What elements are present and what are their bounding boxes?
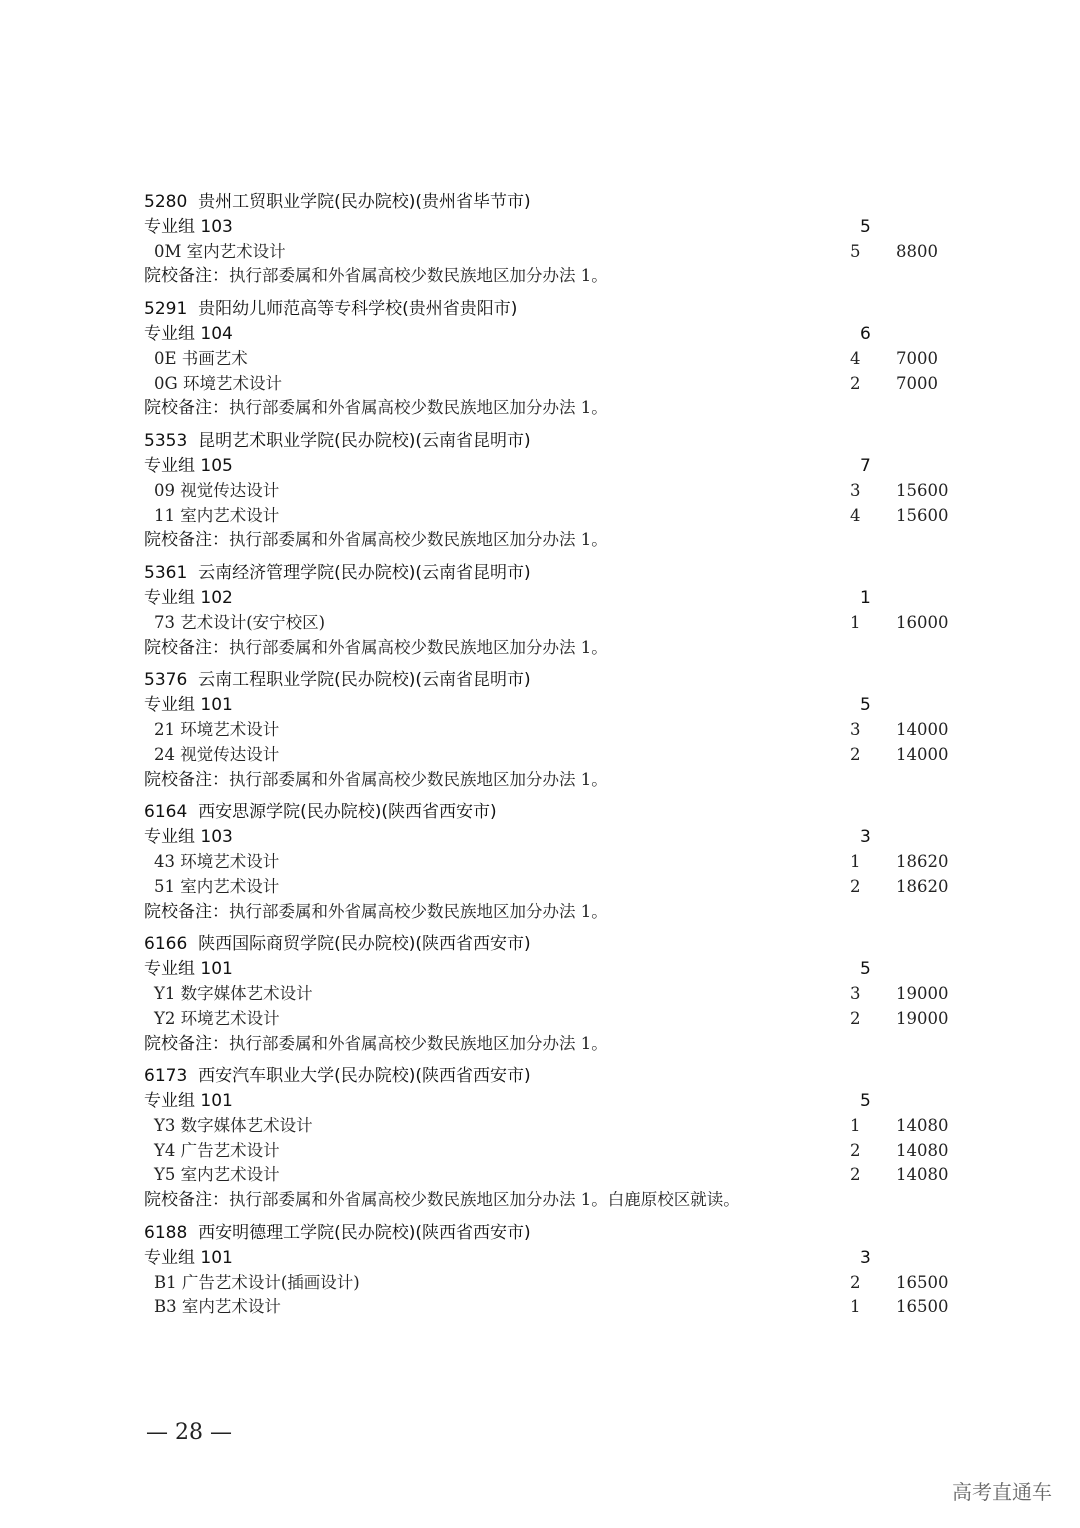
major-code: 43 [154,851,175,871]
note-text: 执行部委属和外省属高校少数民族地区加分办法 1。 [229,901,608,921]
major-plan-count: 4 [850,348,861,368]
note-text: 执行部委属和外省属高校少数民族地区加分办法 1。 [229,266,608,286]
major-name: 环境艺术设计 [180,851,280,871]
school-code: 5361 [144,563,188,584]
group-label: 专业组 103 [144,827,233,848]
major-code: Y4 [154,1140,176,1160]
school-note [144,528,984,553]
major-row [144,1163,984,1188]
major-code: 51 [154,876,175,896]
school-name: 云南经济管理学院(民办院校)(云南省昆明市) [198,563,531,584]
major-tuition: 19000 [896,1008,949,1028]
school-heading [144,561,984,586]
page-number: — 28 — [146,1420,232,1445]
school-block [144,429,984,561]
school-heading [144,932,984,957]
major-tuition: 14080 [896,1165,949,1185]
note-label: 院校备注： [144,266,229,287]
school-code: 6164 [144,802,188,823]
school-name: 西安思源学院(民办院校)(陕西省西安市) [198,802,497,823]
major-name: 环境艺术设计 [180,719,280,739]
school-block [144,190,984,297]
school-code: 5353 [144,431,188,452]
group-label: 专业组 104 [144,323,233,344]
major-tuition: 15600 [896,480,949,500]
major-group-row [144,1089,984,1114]
school-heading [144,800,984,825]
major-row [144,1007,984,1032]
major-group-row [144,454,984,479]
group-label: 专业组 101 [144,1247,233,1268]
major-plan-count: 2 [850,1272,861,1292]
major-plan-count: 2 [850,1008,861,1028]
school-name: 西安明德理工学院(民办院校)(陕西省西安市) [198,1223,531,1244]
school-block [144,932,984,1064]
school-name: 西安汽车职业大学(民办院校)(陕西省西安市) [198,1066,531,1087]
major-row [144,504,984,529]
group-plan-count: 7 [860,455,871,476]
school-note [144,1032,984,1057]
school-heading [144,1064,984,1089]
school-name: 陕西国际商贸学院(民办院校)(陕西省西安市) [198,934,531,955]
major-group-row [144,825,984,850]
school-code: 5280 [144,192,188,212]
school-name: 贵州工贸职业学院(民办院校)(贵州省毕节市) [198,192,531,212]
major-plan-count: 5 [850,241,861,261]
major-code: B1 [154,1272,177,1292]
major-name: 视觉传达设计 [180,744,280,764]
major-plan-count: 3 [850,480,861,500]
major-plan-count: 2 [850,373,861,393]
major-plan-count: 1 [850,612,861,632]
major-code: 0E [154,348,177,368]
school-block [144,297,984,429]
school-block [144,561,984,668]
major-group-row [144,215,984,240]
major-plan-count: 3 [850,983,861,1003]
note-text: 执行部委属和外省属高校少数民族地区加分办法 1。 [229,530,608,550]
major-group-row [144,322,984,347]
major-row [144,850,984,875]
school-note [144,396,984,421]
group-plan-count: 5 [860,1091,871,1112]
group-label: 专业组 101 [144,959,233,980]
note-text: 执行部委属和外省属高校少数民族地区加分办法 1。 [229,1033,608,1053]
major-group-row [144,693,984,718]
school-name: 昆明艺术职业学院(民办院校)(云南省昆明市) [198,431,531,452]
group-plan-count: 5 [860,959,871,980]
major-row [144,1139,984,1164]
group-plan-count: 1 [860,587,871,608]
major-tuition: 19000 [896,983,949,1003]
group-label: 专业组 102 [144,587,233,608]
major-name: 室内艺术设计 [180,1165,280,1185]
note-text: 执行部委属和外省属高校少数民族地区加分办法 1。 [229,637,608,657]
school-heading [144,190,984,215]
major-plan-count: 2 [850,1140,861,1160]
school-note [144,1188,984,1213]
major-name: 广告艺术设计(插画设计) [181,1272,360,1292]
major-name: 室内艺术设计 [186,241,286,261]
note-text: 执行部委属和外省属高校少数民族地区加分办法 1。白鹿原校区就读。 [229,1190,740,1210]
major-name: 室内艺术设计 [180,505,280,525]
major-tuition: 14000 [896,719,949,739]
note-text: 执行部委属和外省属高校少数民族地区加分办法 1。 [229,398,608,418]
school-heading [144,297,984,322]
group-label: 专业组 101 [144,695,233,716]
note-label: 院校备注： [144,398,229,419]
major-row [144,1271,984,1296]
major-code: Y2 [154,1008,176,1028]
major-code: Y5 [154,1165,176,1185]
school-block [144,1221,984,1328]
major-code: 73 [154,612,175,632]
major-row [144,1295,984,1320]
major-code: 09 [154,480,175,500]
major-group-row [144,1246,984,1271]
major-plan-count: 1 [850,851,861,871]
major-code: 0M [154,241,182,261]
major-name: 环境艺术设计 [182,373,282,393]
group-plan-count: 3 [860,827,871,848]
major-code: Y1 [154,983,176,1003]
major-tuition: 14080 [896,1140,949,1160]
school-code: 5376 [144,670,188,691]
major-name: 艺术设计(安宁校区) [180,612,326,632]
major-tuition: 8800 [896,241,938,261]
major-name: 室内艺术设计 [181,1297,281,1317]
major-tuition: 14000 [896,744,949,764]
major-code: B3 [154,1297,177,1317]
major-tuition: 15600 [896,505,949,525]
major-name: 环境艺术设计 [180,1008,280,1028]
watermark: 高考直通车 [952,1480,1052,1504]
major-code: 21 [154,719,175,739]
admission-plan-list [144,190,984,1328]
school-note [144,636,984,661]
note-label: 院校备注： [144,1033,229,1054]
school-note [144,768,984,793]
major-name: 视觉传达设计 [180,480,280,500]
major-tuition: 16000 [896,612,949,632]
major-code: Y3 [154,1115,176,1135]
major-row [144,718,984,743]
major-name: 广告艺术设计 [180,1140,280,1160]
major-group-row [144,957,984,982]
school-block [144,668,984,800]
major-code: 0G [154,373,178,393]
major-row [144,347,984,372]
major-row [144,743,984,768]
note-label: 院校备注： [144,901,229,922]
group-plan-count: 5 [860,216,871,237]
major-code: 11 [154,505,175,525]
major-row [144,240,984,265]
major-row [144,1114,984,1139]
major-name: 室内艺术设计 [180,876,280,896]
note-label: 院校备注： [144,1190,229,1211]
group-plan-count: 3 [860,1247,871,1268]
note-label: 院校备注： [144,769,229,790]
major-name: 数字媒体艺术设计 [180,1115,313,1135]
group-plan-count: 6 [860,323,871,344]
school-block [144,1064,984,1221]
major-tuition: 16500 [896,1297,949,1317]
major-row [144,611,984,636]
group-label: 专业组 103 [144,216,233,237]
group-label: 专业组 105 [144,455,233,476]
major-row [144,479,984,504]
group-label: 专业组 101 [144,1091,233,1112]
major-tuition: 14080 [896,1115,949,1135]
school-name: 贵阳幼儿师范高等专科学校(贵州省贵阳市) [198,299,518,320]
major-row [144,875,984,900]
note-text: 执行部委属和外省属高校少数民族地区加分办法 1。 [229,769,608,789]
school-code: 6173 [144,1066,188,1087]
note-label: 院校备注： [144,530,229,551]
major-tuition: 7000 [896,373,938,393]
major-name: 书画艺术 [181,348,248,368]
major-row [144,982,984,1007]
school-code: 5291 [144,299,188,320]
major-plan-count: 2 [850,876,861,896]
major-code: 24 [154,744,175,764]
major-plan-count: 4 [850,505,861,525]
school-code: 6166 [144,934,188,955]
school-note [144,900,984,925]
major-plan-count: 2 [850,744,861,764]
major-group-row [144,586,984,611]
school-heading [144,1221,984,1246]
school-block [144,800,984,932]
school-heading [144,429,984,454]
major-plan-count: 3 [850,719,861,739]
major-plan-count: 2 [850,1165,861,1185]
major-name: 数字媒体艺术设计 [180,983,313,1003]
school-heading [144,668,984,693]
major-tuition: 18620 [896,876,949,896]
major-plan-count: 1 [850,1297,861,1317]
major-tuition: 18620 [896,851,949,871]
note-label: 院校备注： [144,637,229,658]
major-row [144,372,984,397]
major-plan-count: 1 [850,1115,861,1135]
major-tuition: 16500 [896,1272,949,1292]
major-tuition: 7000 [896,348,938,368]
school-note [144,264,984,289]
group-plan-count: 5 [860,695,871,716]
school-name: 云南工程职业学院(民办院校)(云南省昆明市) [198,670,531,691]
school-code: 6188 [144,1223,188,1244]
